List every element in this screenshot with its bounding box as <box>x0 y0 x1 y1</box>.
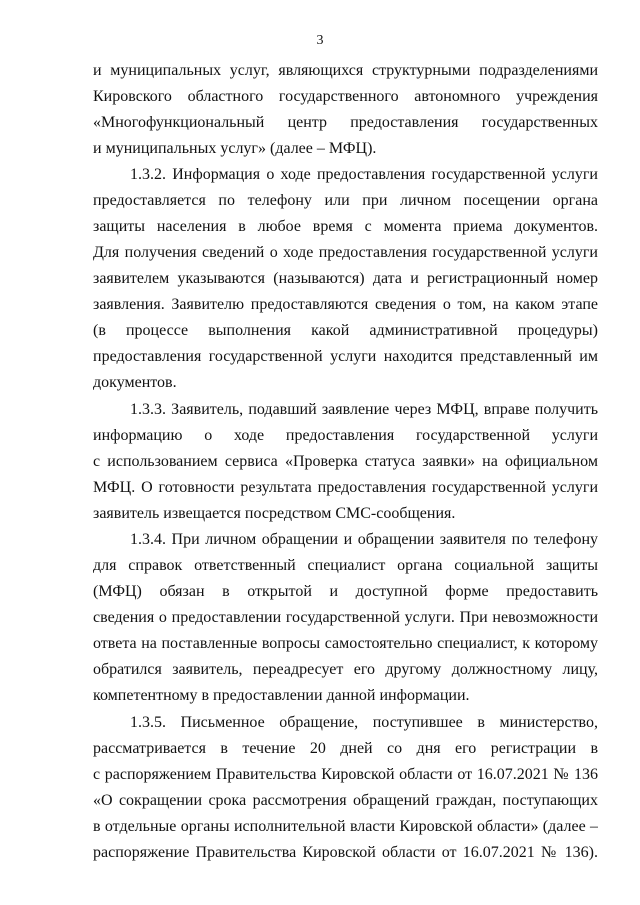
text-line: для справок ответственный специалист органа социальной защиты <box>93 557 598 574</box>
text-line: заявителем указываются (называются) дата и регистрационный номер <box>93 270 598 287</box>
paragraph-start-line: 1.3.5. Письменное обращение, поступившее в министерство, <box>130 714 598 731</box>
text-line: (МФЦ) обязан в открытой и доступной форме предоставить <box>93 583 598 600</box>
paragraph-start-line: 1.3.3. Заявитель, подавший заявление через МФЦ, вправе получить <box>130 401 598 418</box>
text-line: предоставления государственной услуги находится представленный им <box>93 348 598 365</box>
text-line: распоряжение Правительства Кировской области от 16.07.2021 № 136). <box>93 844 598 861</box>
text-line: с распоряжением Правительства Кировской области от 16.07.2021 № 136 <box>93 766 598 783</box>
text-line: Для получения сведений о ходе предоставления государственной услуги <box>93 244 598 261</box>
text-line: «О сокращении срока рассмотрения обращений граждан, поступающих <box>93 792 598 809</box>
text-line: в отдельные органы исполнительной власти Кировской области» (далее – <box>93 818 598 835</box>
page-number: 3 <box>316 33 324 48</box>
text-line: заявитель извещается посредством СМС-сообщения. <box>93 505 456 522</box>
text-line: с использованием сервиса «Проверка статуса заявки» на официальном <box>93 453 598 470</box>
text-line: информацию о ходе предоставления государственной услуги <box>93 427 598 444</box>
paragraph-start-line: 1.3.2. Информация о ходе предоставления государственной услуги <box>130 166 598 183</box>
text-line: защиты населения в любое время с момента приема документов. <box>93 218 598 235</box>
text-line: обратился заявитель, переадресует его другому должностному лицу, <box>93 661 598 678</box>
text-line: сведения о предоставлении государственной услуги. При невозможности <box>93 609 598 626</box>
text-line: заявления. Заявителю предоставляются сведения о том, на каком этапе <box>93 296 598 313</box>
text-line: предоставляется по телефону или при личном посещении органа <box>93 192 598 209</box>
text-line: «Многофункциональный центр предоставления государственных <box>93 114 598 131</box>
text-line: и муниципальных услуг» (далее – МФЦ). <box>93 140 377 157</box>
text-line: компетентному в предоставлении данной информации. <box>93 687 470 704</box>
text-line: ответа на поставленные вопросы самостоятельно специалист, к которому <box>93 635 598 652</box>
text-line: (в процессе выполнения какой административной процедуры) <box>93 322 598 339</box>
text-line: документов. <box>93 374 177 391</box>
text-line: МФЦ. О готовности результата предоставления государственной услуги <box>93 479 598 496</box>
text-line: и муниципальных услуг, являющихся структурными подразделениями <box>93 62 598 79</box>
paragraph-start-line: 1.3.4. При личном обращении и обращении заявителя по телефону <box>130 531 598 548</box>
text-line: рассматривается в течение 20 дней со дня его регистрации в <box>93 740 598 757</box>
text-line: Кировского областного государственного автономного учреждения <box>93 88 598 105</box>
